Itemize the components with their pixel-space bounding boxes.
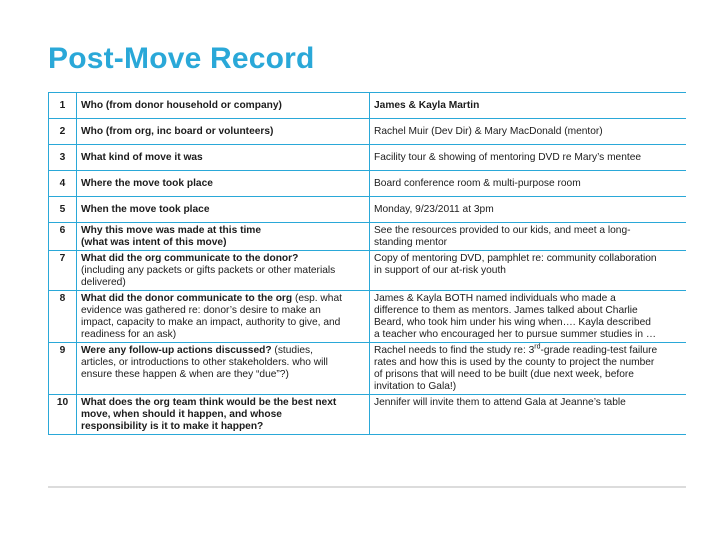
answer-text: rates and how this is used by the county to project the number	[374, 357, 655, 368]
answer-text: rd	[534, 343, 541, 351]
question-line	[81, 152, 365, 164]
answer-text: Copy of mentoring DVD, pamphlet re: community collaboration	[374, 253, 657, 264]
answer-line	[374, 100, 682, 112]
question-line	[81, 305, 365, 317]
question-text: Were any follow-up actions discussed?	[81, 345, 272, 356]
answer-cell	[370, 223, 687, 251]
question-cell	[77, 343, 370, 395]
question-cell	[77, 119, 370, 145]
question-text: (what was intent of this move)	[81, 237, 227, 248]
question-cell	[77, 171, 370, 197]
answer-line	[374, 253, 682, 265]
answer-cell	[370, 291, 687, 343]
question-text: move, when should it happen, and whose	[81, 409, 282, 420]
question-text: What kind of move it was	[81, 152, 203, 163]
table-row	[49, 197, 687, 223]
answer-line	[374, 178, 682, 190]
answer-text: a teacher who encouraged her to pursue summer studies in …	[374, 329, 657, 340]
answer-line	[374, 357, 682, 369]
question-text: delivered)	[81, 277, 126, 288]
question-text: When the move took place	[81, 204, 210, 215]
answer-text: See the resources provided to our kids, and meet a long-	[374, 225, 631, 236]
answer-cell	[370, 171, 687, 197]
question-text: responsibility is it to make it happen?	[81, 421, 264, 432]
table-row	[49, 343, 687, 395]
question-line	[81, 237, 365, 249]
question-text: readiness for an ask)	[81, 329, 177, 340]
answer-cell	[370, 119, 687, 145]
answer-text: Rachel needs to find the study re: 3	[374, 345, 535, 356]
question-text: What did the org communicate to the donor?	[81, 253, 299, 264]
question-text: Where the move took place	[81, 178, 213, 189]
answer-text: Monday, 9/23/2011 at 3pm	[374, 204, 494, 215]
question-line	[81, 277, 365, 289]
answer-text: Jennifer will invite them to attend Gala at Jeanne’s table	[374, 397, 626, 408]
page-title: Post-Move Record	[48, 42, 315, 75]
answer-cell	[370, 395, 687, 435]
table-row	[49, 291, 687, 343]
question-cell	[77, 223, 370, 251]
row-number: 3	[49, 145, 77, 171]
question-cell	[77, 145, 370, 171]
question-text: (studies,	[271, 345, 313, 356]
question-text: What does the org team think would be the best next	[81, 397, 337, 408]
table-row	[49, 223, 687, 251]
row-number: 5	[49, 197, 77, 223]
question-line	[81, 265, 365, 277]
row-number: 9	[49, 343, 77, 395]
answer-text: invitation to Gala!)	[374, 381, 457, 392]
question-text: (including any packets or gifts packets or other materials	[81, 265, 336, 276]
question-text: impact, capacity to make an impact, authority to give, and	[81, 317, 341, 328]
question-line	[81, 317, 365, 329]
bottom-divider	[48, 486, 686, 488]
answer-line	[374, 126, 682, 138]
question-line	[81, 345, 365, 357]
answer-cell	[370, 343, 687, 395]
question-text: Why this move was made at this time	[81, 225, 262, 236]
answer-cell	[370, 251, 687, 291]
table-row	[49, 395, 687, 435]
answer-line	[374, 397, 682, 409]
question-text: Who (from org, inc board or volunteers)	[81, 126, 274, 137]
answer-text: Rachel Muir (Dev Dir) & Mary MacDonald (mentor)	[374, 126, 603, 137]
answer-line	[374, 329, 682, 341]
answer-line	[374, 152, 682, 164]
table-row	[49, 171, 687, 197]
question-text: evidence was gathered re: donor’s desire to make an	[81, 305, 321, 316]
question-line	[81, 178, 365, 190]
question-text: ensure these happen & when are they “due”?)	[81, 369, 289, 380]
row-number: 6	[49, 223, 77, 251]
record-table-wrapper	[48, 92, 686, 485]
question-text: What did the donor communicate to the org	[81, 293, 293, 304]
row-number: 4	[49, 171, 77, 197]
answer-cell	[370, 197, 687, 223]
answer-line	[374, 345, 682, 357]
question-cell	[77, 251, 370, 291]
table-row	[49, 145, 687, 171]
answer-line	[374, 305, 682, 317]
answer-text: Board conference room & multi-purpose room	[374, 178, 581, 189]
answer-line	[374, 265, 682, 277]
question-text: articles, or introductions to other stakeholders. who will	[81, 357, 328, 368]
answer-text: James & Kayla BOTH named individuals who made a	[374, 293, 616, 304]
answer-cell	[370, 145, 687, 171]
question-text: Who (from donor household or company)	[81, 100, 282, 111]
row-number: 2	[49, 119, 77, 145]
question-line	[81, 204, 365, 216]
answer-text: difference to them as mentors. James talked about Charlie	[374, 305, 638, 316]
row-number: 1	[49, 93, 77, 119]
answer-text: -grade reading-test failure	[540, 345, 658, 356]
answer-text: in support of our at-risk youth	[374, 265, 506, 276]
answer-text: James & Kayla Martin	[374, 100, 480, 111]
question-line	[81, 100, 365, 112]
table-row	[49, 251, 687, 291]
question-cell	[77, 291, 370, 343]
row-number: 8	[49, 291, 77, 343]
table-row	[49, 119, 687, 145]
answer-cell	[370, 93, 687, 119]
answer-text: Beard, who took him under his wing when…. Kayla described	[374, 317, 651, 328]
question-line	[81, 329, 365, 341]
answer-line	[374, 225, 682, 237]
question-cell	[77, 93, 370, 119]
answer-text: Facility tour & showing of mentoring DVD re Mary’s mentee	[374, 152, 642, 163]
question-line	[81, 126, 365, 138]
question-line	[81, 357, 365, 369]
table-row	[49, 93, 687, 119]
question-cell	[77, 395, 370, 435]
question-line	[81, 409, 365, 421]
question-cell	[77, 197, 370, 223]
question-line	[81, 397, 365, 409]
row-number: 10	[49, 395, 77, 435]
answer-line	[374, 293, 682, 305]
answer-line	[374, 369, 682, 381]
question-line	[81, 253, 365, 265]
question-line	[81, 225, 365, 237]
post-move-record-table	[48, 92, 686, 435]
answer-line	[374, 204, 682, 216]
answer-line	[374, 381, 682, 393]
answer-line	[374, 317, 682, 329]
question-line	[81, 293, 365, 305]
answer-text: of prisons that will need to be built (due next week, before	[374, 369, 634, 380]
question-text: (esp. what	[292, 293, 342, 304]
row-number: 7	[49, 251, 77, 291]
question-line	[81, 421, 365, 433]
answer-line	[374, 237, 682, 249]
record-table-body	[49, 93, 687, 435]
question-line	[81, 369, 365, 381]
answer-text: standing mentor	[374, 237, 448, 248]
